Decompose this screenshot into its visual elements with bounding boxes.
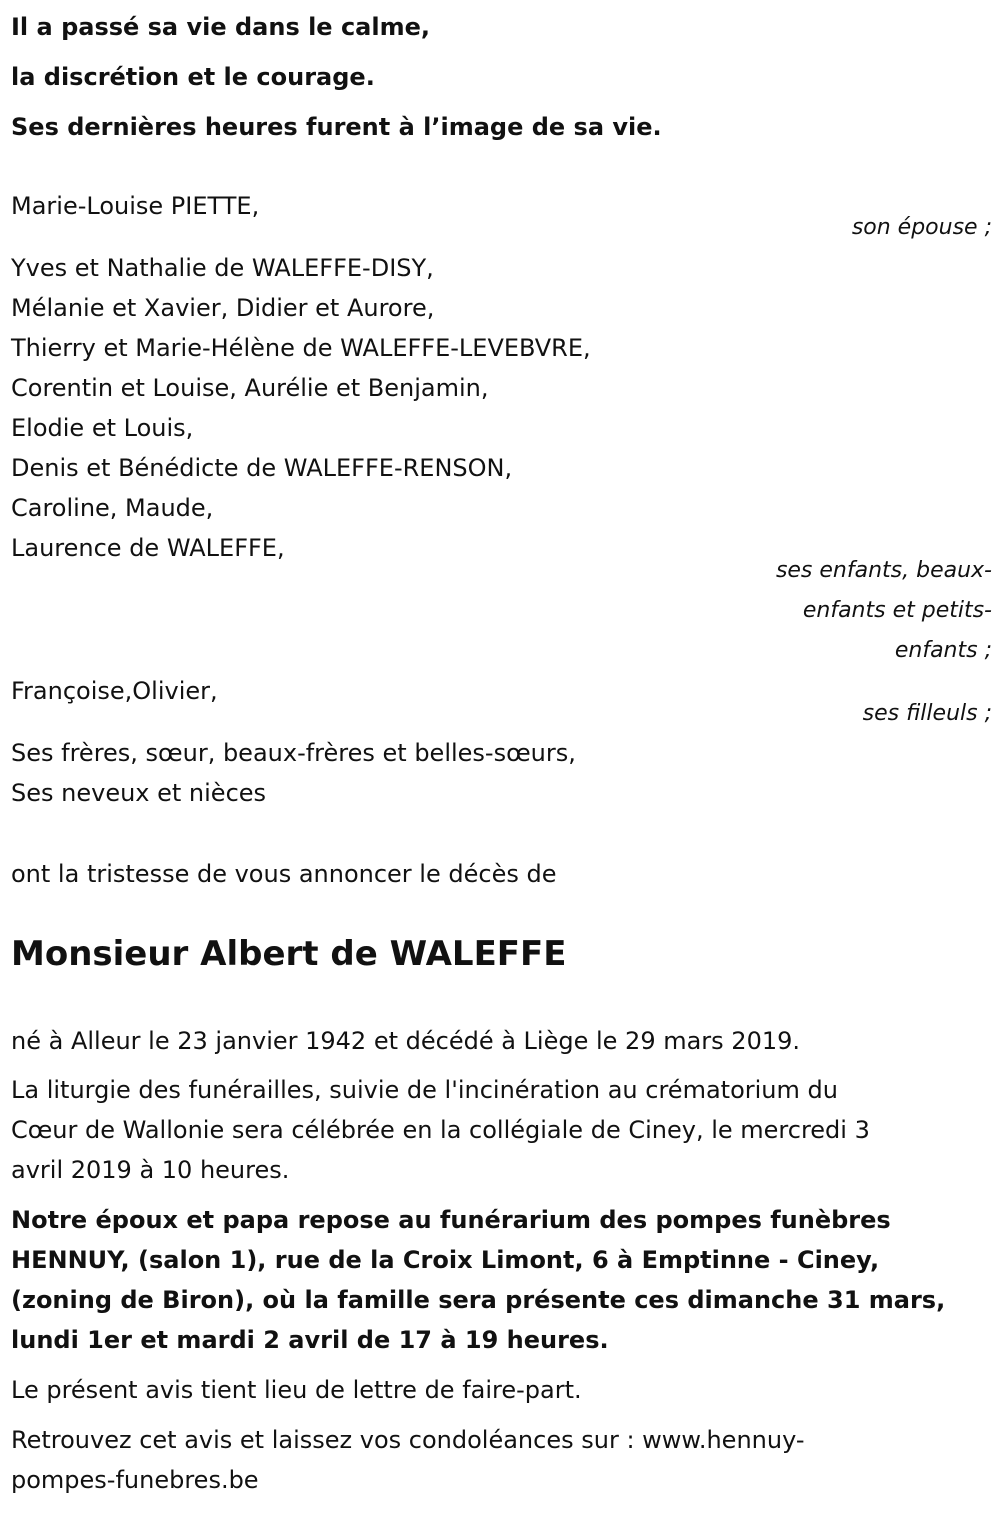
quote-line: Il a passé sa vie dans le calme, — [11, 13, 430, 41]
list-item: Ses frères, sœur, beaux-frères et belles-sœurs, — [11, 739, 576, 767]
paragraph-line: Cœur de Wallonie sera célébrée en la collégiale de Ciney, le mercredi 3 — [11, 1116, 870, 1144]
siblings — [11, 733, 576, 813]
birth-death: né à Alleur le 23 janvier 1942 et décédé à Liège le 29 mars 2019. — [11, 1027, 801, 1055]
spouse-name: Marie-Louise PIETTE, — [11, 192, 260, 220]
paragraph-line: lundi 1er et mardi 2 avril de 17 à 19 heures. — [11, 1326, 609, 1354]
quote-line: la discrétion et le courage. — [11, 63, 375, 91]
paragraph-line: Notre époux et papa repose au funérarium des pompes funèbres — [11, 1206, 891, 1234]
notice: Le présent avis tient lieu de lettre de faire-part. — [11, 1376, 582, 1404]
list-item: Laurence de WALEFFE, — [11, 534, 285, 562]
godchildren-relation: ses filleuls ; — [862, 701, 992, 726]
paragraph-line: avril 2019 à 10 heures. — [11, 1156, 290, 1184]
list-item: Mélanie et Xavier, Didier et Aurore, — [11, 294, 435, 322]
website-link[interactable]: pompes-funebres.be — [11, 1466, 259, 1494]
godchildren-names: Françoise,Olivier, — [11, 677, 218, 705]
deceased-name: Monsieur Albert de WALEFFE — [11, 934, 567, 974]
visitation-paragraph — [11, 1200, 945, 1360]
paragraph-line: Retrouvez cet avis et laissez vos condoléances sur : www.hennuy- — [11, 1426, 805, 1454]
list-item: Thierry et Marie-Hélène de WALEFFE-LEVEBVRE, — [11, 334, 591, 362]
relation-line: enfants ; — [894, 638, 992, 663]
children-list — [11, 248, 591, 568]
relation-line: enfants et petits- — [802, 598, 992, 623]
list-item: Elodie et Louis, — [11, 414, 194, 442]
spouse-relation: son épouse ; — [851, 215, 992, 240]
relation-line: ses enfants, beaux- — [775, 558, 992, 583]
paragraph-line: HENNUY, (salon 1), rue de la Croix Limont, 6 à Emptinne - Ciney, — [11, 1246, 880, 1274]
list-item: Denis et Bénédicte de WALEFFE-RENSON, — [11, 454, 513, 482]
announcement: ont la tristesse de vous annoncer le décès de — [11, 860, 557, 888]
list-item: Corentin et Louise, Aurélie et Benjamin, — [11, 374, 489, 402]
condolences — [11, 1420, 805, 1500]
children-relation — [776, 551, 992, 671]
ceremony-paragraph — [11, 1070, 870, 1190]
list-item: Ses neveux et nièces — [11, 779, 267, 807]
list-item: Yves et Nathalie de WALEFFE-DISY, — [11, 254, 434, 282]
quote-line: Ses dernières heures furent à l’image de sa vie. — [11, 113, 662, 141]
opening-quote — [11, 2, 662, 152]
paragraph-line: (zoning de Biron), où la famille sera présente ces dimanche 31 mars, — [11, 1286, 946, 1314]
list-item: Caroline, Maude, — [11, 494, 214, 522]
paragraph-line: La liturgie des funérailles, suivie de l'incinération au crématorium du — [11, 1076, 838, 1104]
